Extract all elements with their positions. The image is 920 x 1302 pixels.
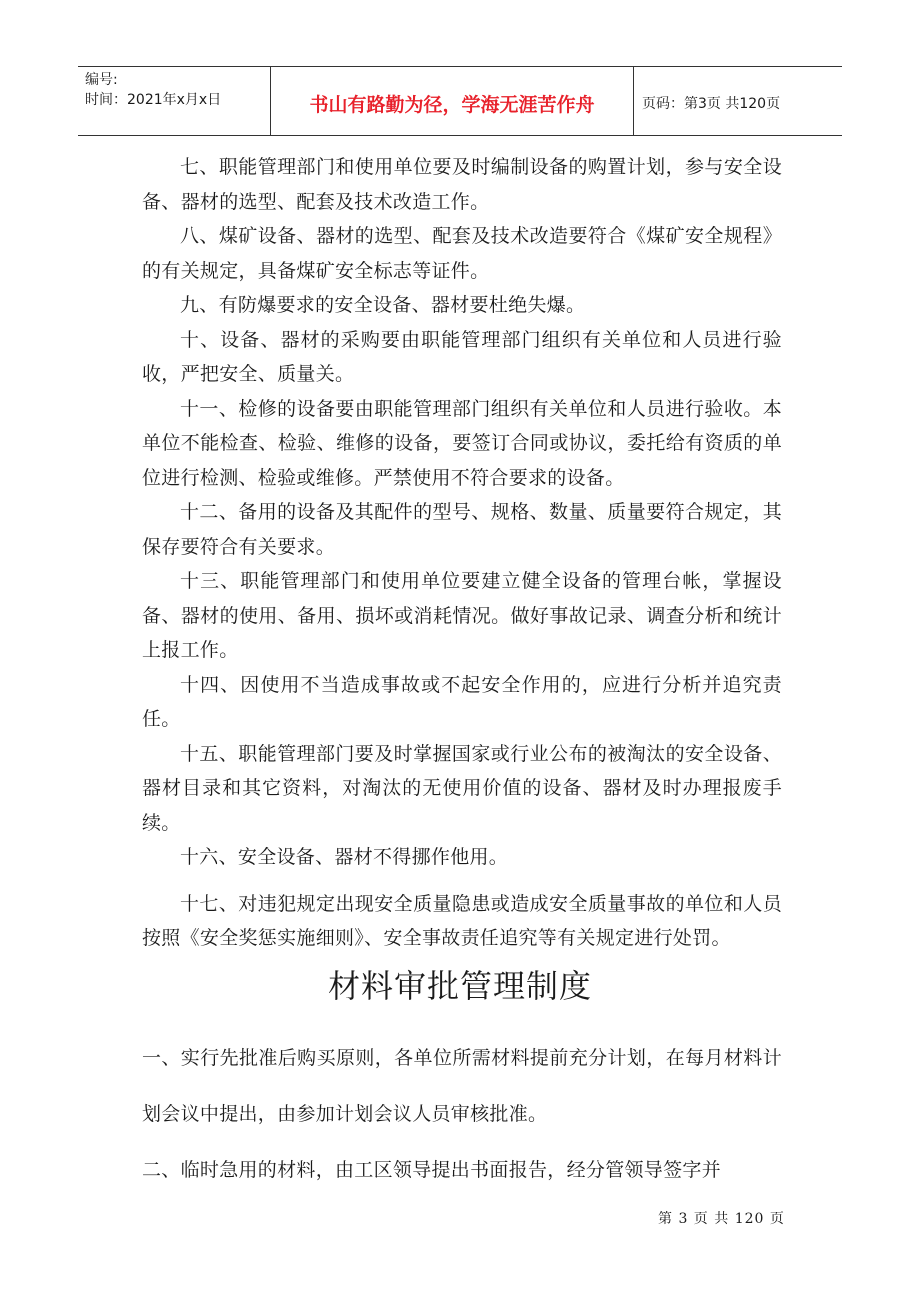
paragraph-11: 十一、检修的设备要由职能管理部门组织有关单位和人员进行验收。本单位不能检查、检验、维修的设备，要签订合同或协议，委托给有资质的单位进行检测、检验或维修。严禁使用不符合要求的设备。 xyxy=(142,397,782,489)
paragraph-12: 十二、备用的设备及其配件的型号、规格、数量、质量要符合规定，其保存要符合有关要求。 xyxy=(142,501,782,558)
page-header xyxy=(78,66,842,136)
approval-paragraph-1: 一、实行先批准后购买原则，各单位所需材料提前充分计划，在每月材料计划会议中提出，由参加计划会议人员审核批准。 xyxy=(142,1047,782,1125)
approval-paragraph-2: 二、临时急用的材料，由工区领导提出书面报告，经分管领导签字并 xyxy=(142,1159,722,1181)
document-number-label: 编号: xyxy=(85,72,118,88)
section-material-approval xyxy=(142,1030,782,1198)
paragraph-7: 七、职能管理部门和使用单位要及时编制设备的购置计划，参与安全设备、器材的选型、配套及技术改造工作。 xyxy=(142,156,782,213)
page-footer: 第 3 页 共 120 页 xyxy=(658,1211,785,1227)
paragraph-16: 十六、安全设备、器材不得挪作他用。 xyxy=(180,846,509,868)
header-meta xyxy=(78,67,271,135)
paragraph-9: 九、有防爆要求的安全设备、器材要杜绝失爆。 xyxy=(180,294,586,316)
paragraph-15: 十五、职能管理部门要及时掌握国家或行业公布的被淘汰的安全设备、器材目录和其它资料，对淘汰的无使用价值的设备、器材及时办理报废手续。 xyxy=(142,742,782,834)
paragraph-13: 十三、职能管理部门和使用单位要建立健全设备的管理台帐，掌握设备、器材的使用、备用、损坏或消耗情况。做好事故记录、调查分析和统计上报工作。 xyxy=(142,570,782,661)
header-motto: 书山有路勤为径，学海无涯苦作舟 xyxy=(271,67,634,135)
paragraph-8: 八、煤矿设备、器材的选型、配套及技术改造要符合《煤矿安全规程》的有关规定，具备煤矿安全标志等证件。 xyxy=(142,225,782,282)
paragraph-17: 十七、对违犯规定出现安全质量隐患或造成安全质量事故的单位和人员按照《安全奖惩实施细则》、安全事故责任追究等有关规定进行处罚。 xyxy=(142,892,782,949)
document-date: 时间：2021年x月x日 xyxy=(85,92,222,108)
section-equipment-rules xyxy=(142,150,782,956)
section-title: 材料审批管理制度 xyxy=(327,967,592,1005)
header-page-info: 页码：第3页 共120页 xyxy=(642,96,781,112)
paragraph-10: 十、设备、器材的采购要由职能管理部门组织有关单位和人员进行验收，严把安全、质量关。 xyxy=(142,328,782,385)
paragraph-14: 十四、因使用不当造成事故或不起安全作用的，应进行分析并追究责任。 xyxy=(142,673,782,730)
